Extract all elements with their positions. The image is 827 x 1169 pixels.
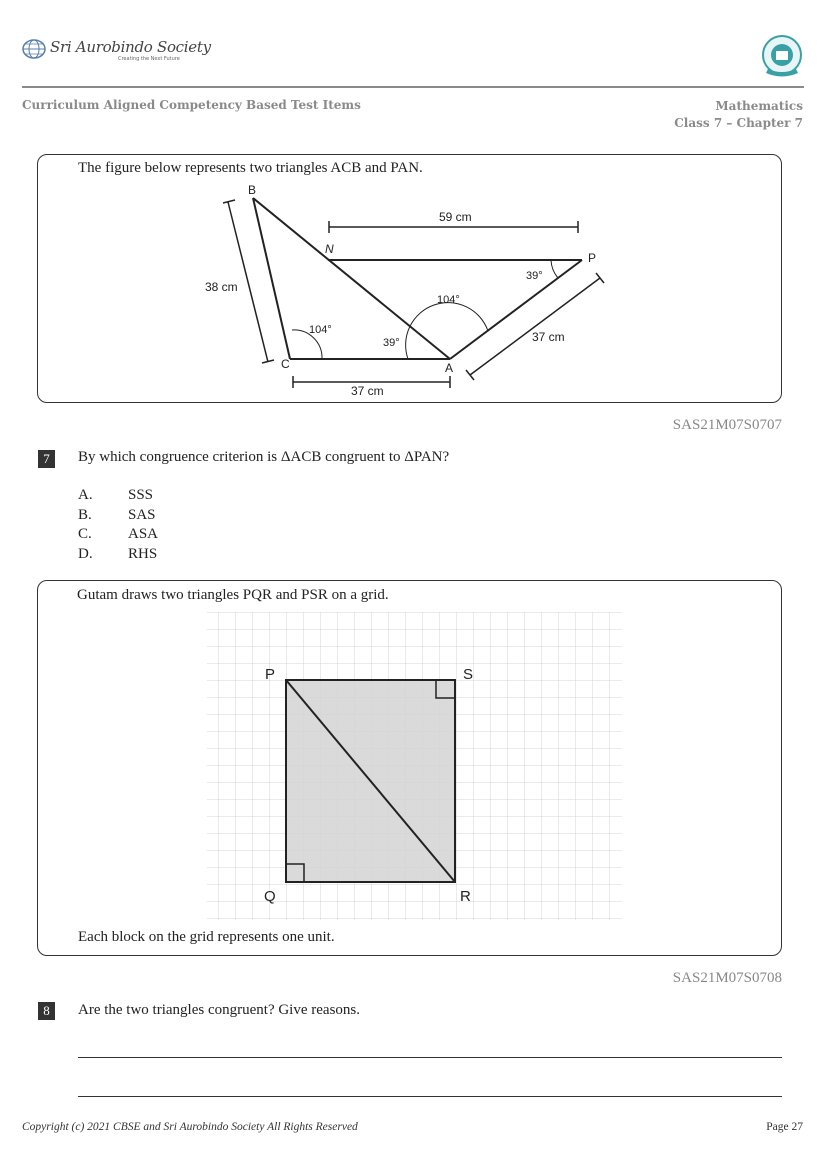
page-number: Page 27	[766, 1121, 803, 1133]
item2-stem: Gutam draws two triangles PQR and PSR on a grid.	[77, 587, 389, 603]
option-c[interactable]: C. ASA	[78, 526, 159, 542]
question-number-7: 7	[38, 450, 55, 468]
label-b: B	[248, 183, 257, 197]
copyright: Copyright (c) 2021 CBSE and Sri Aurobindo Society All Rights Reserved	[22, 1121, 358, 1133]
item-code-2: SAS21M07S0708	[672, 970, 782, 986]
measure-np: 59 cm	[439, 210, 472, 224]
document-title: Curriculum Aligned Competency Based Test Items	[22, 98, 361, 112]
header-divider	[22, 86, 804, 88]
triangles-acb-pan-figure	[195, 182, 625, 400]
label-c: C	[281, 357, 290, 371]
measure-bc: 38 cm	[205, 280, 238, 294]
subject-info	[674, 98, 803, 132]
option-d[interactable]: D. RHS	[78, 546, 158, 562]
option-a[interactable]: A. SSS	[78, 487, 154, 503]
label-r: R	[460, 888, 471, 905]
grid-rectangle-figure	[207, 612, 622, 920]
cbse-logo	[760, 33, 804, 81]
label-p: P	[588, 251, 597, 265]
answer-line-2[interactable]	[78, 1096, 782, 1097]
angle-nap: 104°	[437, 294, 460, 306]
measure-ca: 37 cm	[351, 384, 384, 398]
question-number-8: 8	[38, 1002, 55, 1020]
label-a: A	[445, 361, 454, 375]
globe-icon	[22, 38, 48, 60]
label-s: S	[463, 666, 474, 683]
item-code-1: SAS21M07S0707	[672, 417, 782, 433]
answer-line-1[interactable]	[78, 1057, 782, 1058]
angle-bac: 39°	[383, 337, 400, 349]
org-name: Sri Aurobindo Society	[50, 38, 211, 56]
label-p: P	[265, 666, 276, 683]
angle-p: 39°	[526, 270, 543, 282]
angle-c: 104°	[309, 324, 332, 336]
org-tagline: Creating the Next Future	[118, 56, 180, 62]
measure-ap: 37 cm	[532, 330, 565, 344]
label-q: Q	[264, 888, 276, 905]
subject: Mathematics	[715, 99, 803, 113]
question-7-text: By which congruence criterion is ΔACB congruent to ΔPAN?	[78, 449, 450, 465]
item1-stem: The figure below represents two triangles ACB and PAN.	[78, 160, 423, 176]
option-b[interactable]: B. SAS	[78, 507, 156, 523]
label-n: N	[325, 242, 334, 256]
grid-note: Each block on the grid represents one unit.	[78, 929, 335, 945]
class-chapter: Class 7 – Chapter 7	[674, 116, 803, 130]
question-8-text: Are the two triangles congruent? Give reasons.	[78, 1002, 360, 1018]
